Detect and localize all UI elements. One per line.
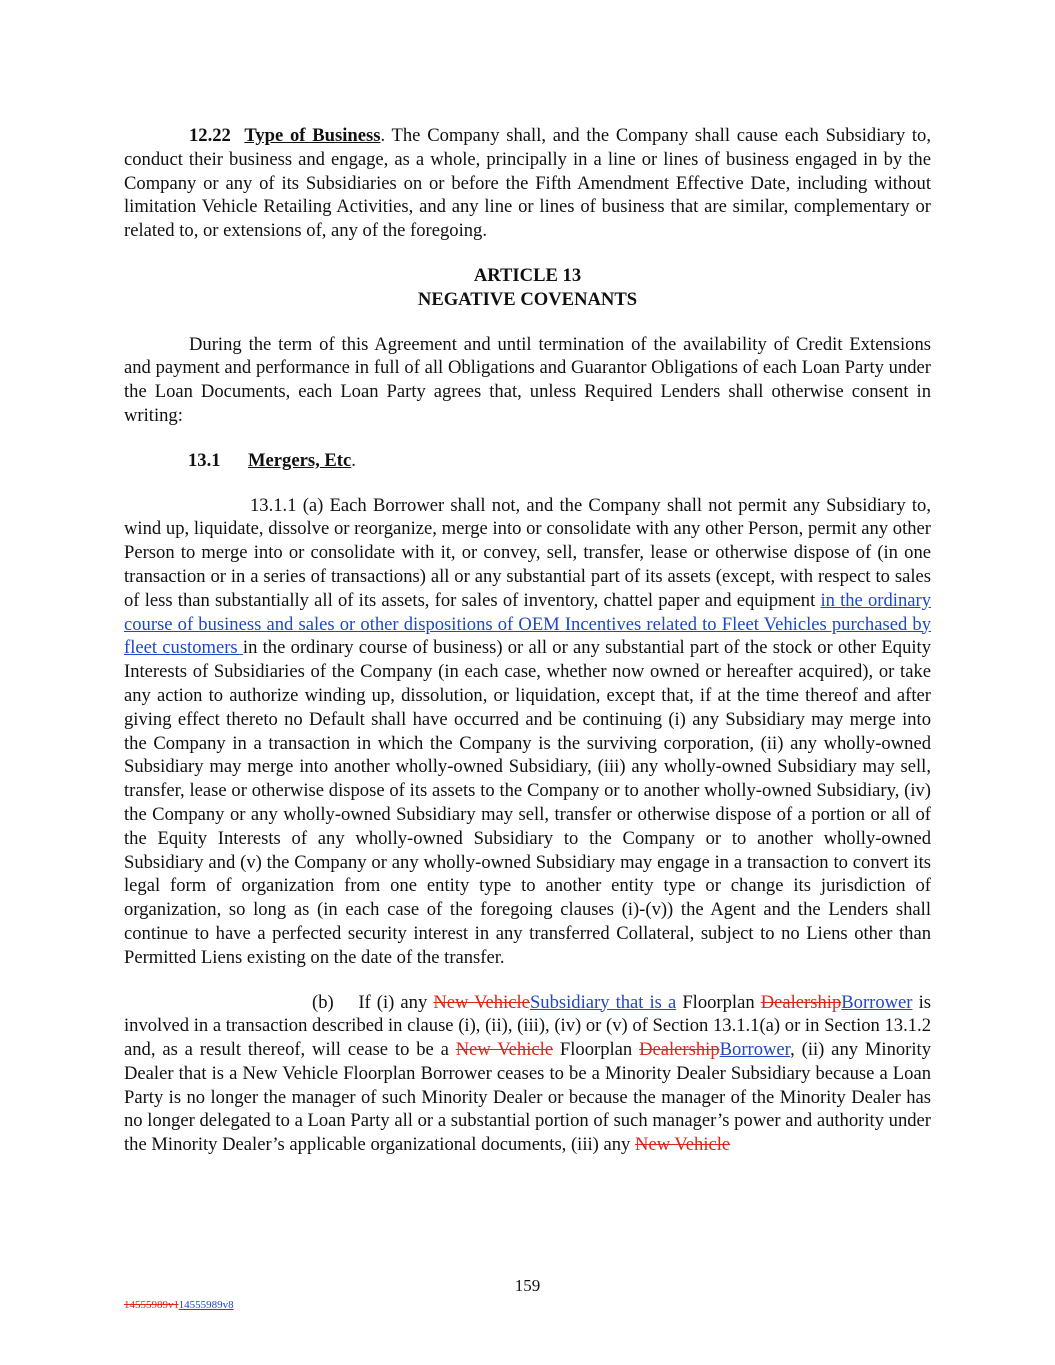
document-id bbox=[124, 1299, 234, 1311]
paragraph-13-1-1-a bbox=[124, 494, 931, 970]
section-12-22 bbox=[124, 124, 931, 243]
text-run: (b) If (i) any bbox=[312, 991, 434, 1013]
article-number: ARTICLE 13 bbox=[473, 264, 582, 286]
document-page bbox=[124, 124, 931, 1157]
deleted-text: New Vehicle bbox=[433, 991, 530, 1013]
inserted-text: Borrower bbox=[719, 1039, 791, 1061]
text-run: in the ordinary course of business) or all or any substantial part of the stock or other Equity Interests of Subsidiaries of the Company (in each case, whether now owned or hereafter acquired), or take any action to authorize winding up, dissolution, or liquidation, except that, if at the time thereof and after giving effect thereto no Default shall have occurred and be continuing (i) any Subsidiary may merge into the Company in a transaction in which the Company is the surviving corporation, (ii) any wholly-owned Subsidiary may merge into another wholly-owned Subsidiary, (iii) any wholly-owned Subsidiary may sell, transfer, lease or otherwise dispose of its assets to the Company or to another wholly-owned Subsidiary, (iv) the Company or any wholly-owned Subsidiary may sell, transfer or otherwise dispose of a portion or all of the Equity Interests of any wholly-owned Subsidiary to the Company or to another wholly-owned Subsidiary and (v) the Company or any wholly-owned Subsidiary may engage in a transaction to convert its legal form of organization from one entity type to another entity type or change its jurisdiction of organization, so long as (in each case of the foregoing clauses (i)-(v)) the Agent and the Lenders shall continue to have a perfected security interest in any transferred Collateral, subject to no Liens other than Permitted Liens existing on the date of the transfer. bbox=[124, 637, 931, 968]
section-number: 13.1 bbox=[188, 449, 221, 471]
inserted-text: Borrower bbox=[841, 991, 913, 1013]
section-text: . The Company shall, and the Company shall cause each Subsidiary to, conduct their business and engage, as a whole, principally in a line or lines of business engaged in by the Company or any of its Subsidiaries on or before the Fifth Amendment Effective Date, including without limitation Vehicle Retailing Activities, and any line or lines of business that are similar, complementary or related to, or extensions of, any of the foregoing. bbox=[124, 125, 931, 242]
inserted-doc-id: 14555989v8 bbox=[178, 1299, 234, 1311]
section-13-1-heading bbox=[124, 449, 931, 473]
deleted-text: New Vehicle bbox=[455, 1039, 554, 1061]
page-number: 159 bbox=[514, 1276, 541, 1295]
deleted-text: Dealership bbox=[639, 1039, 720, 1061]
section-title: Mergers, Etc bbox=[248, 449, 352, 471]
paragraph-13-1-1-b bbox=[124, 991, 931, 1158]
text-run: , (ii) any Minority Dealer that is a New Vehicle Floorplan Borrower ceases to be a Minority Dealer Subsidiary because a Loan Party is no longer the manager of such Minority Dealer or because the manager of the Minority Dealer has no longer delegated to a Loan Party all or a substantial portion of such manager’s power and authority under the Minority Dealer’s applicable organizational documents, (iii) any bbox=[124, 1039, 931, 1156]
text-run: 13.1.1 (a) Each Borrower shall not, and the Company shall not permit any Subsidiary to, wind up, liquidate, dissolve or reorganize, merge into or consolidate with any other Person, permit any other Person to merge into or consolidate with it, or convey, sell, transfer, lease or otherwise dispose of (in one transaction or in a series of transactions) all or any substantial part of its assets (except, with respect to sales of less than substantially all of its assets, for sales of inventory, chattel paper and equipment bbox=[124, 494, 931, 611]
section-title: Type of Business bbox=[244, 125, 381, 146]
text-run: Floorplan bbox=[553, 1039, 640, 1061]
deleted-text: Dealership bbox=[760, 991, 842, 1013]
text-run: Floorplan bbox=[676, 991, 761, 1013]
article-heading bbox=[124, 264, 931, 312]
intro-paragraph: During the term of this Agreement and until termination of the availability of Credit Extensions and payment and performance in full of all Obligations and Guarantor Obligations of each Loan Party under the Loan Documents, each Loan Party agrees that, unless Required Lenders shall otherwise consent in writing: bbox=[124, 333, 931, 426]
section-title-period: . bbox=[351, 449, 356, 471]
section-number: 12.22 bbox=[189, 125, 231, 146]
inserted-text: in the ordinary course of business and sales or other dispositions of OEM Incentives related to Fleet Vehicles purchased by fleet customers bbox=[124, 589, 932, 659]
deleted-doc-id: 14555989v1 bbox=[124, 1299, 179, 1311]
deleted-text: New Vehicle bbox=[635, 1134, 731, 1156]
inserted-text: Subsidiary that is a bbox=[529, 991, 677, 1013]
article-title: NEGATIVE COVENANTS bbox=[417, 288, 638, 310]
text-run: is involved in a transaction described in clause (i), (ii), (iii), (iv) or (v) of Section 13.1.1(a) or in Section 13.1.2 and, as a result thereof, will cease to be a bbox=[124, 991, 931, 1061]
